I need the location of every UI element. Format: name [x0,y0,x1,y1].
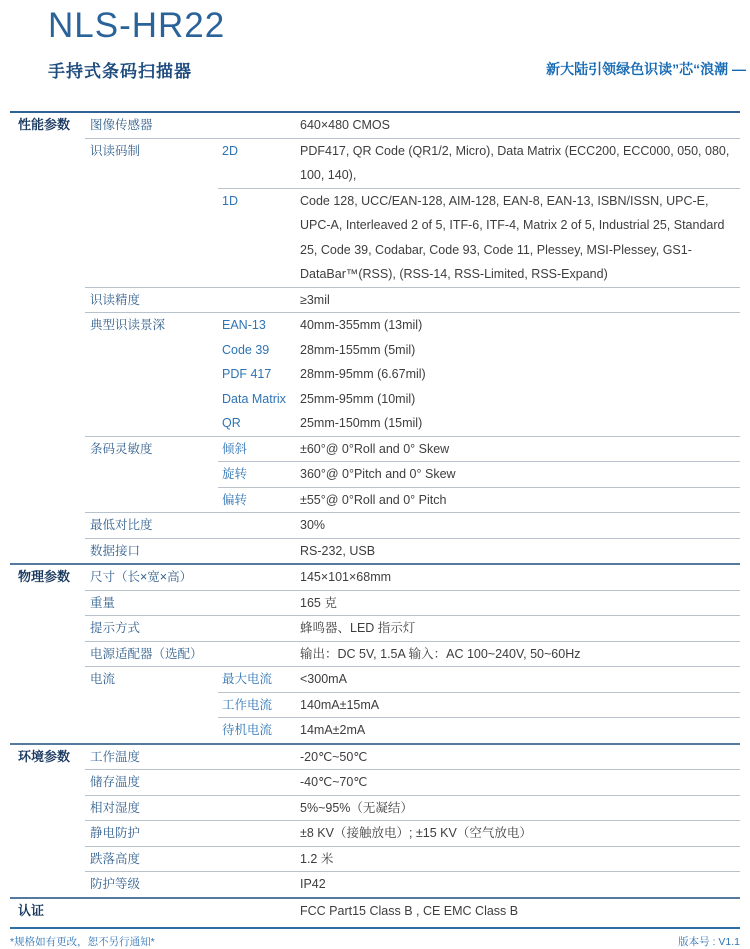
brand-tagline: 新大陆引领绿色识读”芯“浪潮 — [546,61,746,77]
section-name [10,312,85,436]
spec-sub-rows [218,313,740,436]
footer-disclaimer: *规格如有更改，恕不另行通知* [10,936,155,948]
spec-sub-row [218,821,740,846]
spec-value: 25mm-95mm (10mil) [300,391,416,406]
spec-sub-row [218,461,740,487]
spec-row-body [85,436,740,513]
spec-sub-label: 偏转 [222,492,248,507]
spec-row-body [85,590,740,616]
spec-sub-label: 2D [222,143,238,158]
spec-row [10,538,740,564]
spec-sub-rows [218,113,740,138]
spec-section [10,897,740,924]
spec-label: 数据接口 [90,543,141,558]
spec-sub-row [218,188,740,287]
spec-row [10,871,740,897]
spec-sub-row [218,513,740,538]
spec-sub-rows [218,770,740,795]
spec-value: 30% [300,518,326,532]
spec-sub-label [218,642,300,667]
spec-sub-row [218,745,740,770]
spec-value: PDF417, QR Code (QR1/2, Micro), Data Matrix (ECC200, ECC000, 050, 080, 100, 140), [300,143,730,182]
spec-row [10,590,740,616]
spec-sub-rows [218,745,740,770]
spec-sub-label: EAN-13 [222,318,266,332]
spec-sub-rows [218,437,740,513]
spec-row-body [85,666,740,743]
spec-value: 25mm-150mm (15mil) [300,416,423,430]
spec-label: 相对湿度 [90,800,141,815]
spec-section [10,113,740,563]
spec-row-body [85,312,740,436]
spec-value: 输出：DC 5V, 1.5A 输入：AC 100~240V, 50~60Hz [300,646,581,661]
spec-label: 重量 [90,595,116,610]
spec-sub-label [218,821,300,846]
spec-label: 提示方式 [90,621,141,635]
spec-value: ≥3mil [300,292,330,307]
spec-row [10,287,740,313]
spec-row-body [85,565,740,590]
spec-row [10,436,740,513]
spec-sub-rows [218,821,740,846]
spec-sub-row [218,387,740,412]
spec-label: 图像传感器 [90,118,153,132]
spec-row [10,846,740,872]
spec-label: 工作温度 [90,749,141,764]
spec-sub-row [218,616,740,641]
spec-sub-row [218,847,740,872]
spec-sub-rows [218,591,740,616]
spec-row-body [85,538,740,564]
spec-sub-row [218,642,740,667]
spec-value: 360°@ 0°Pitch and 0° Skew [300,467,456,481]
footer-version: 版本号 : V1.1 [678,936,740,948]
spec-sub-label [218,591,300,616]
spec-label: 静电防护 [90,826,141,840]
spec-value: 140mA±15mA [300,697,380,712]
spec-sub-label [218,565,300,590]
product-model-title: NLS-HR22 [48,6,226,45]
spec-sub-label: 倾斜 [222,441,248,456]
spec-value: <300mA [300,672,347,686]
spec-row-body [85,615,740,641]
spec-row [10,138,740,287]
spec-value: 5%~95%（无凝结） [300,800,413,815]
spec-value: 28mm-155mm (5mil) [300,342,416,357]
spec-value: 14mA±2mA [300,723,366,737]
spec-label: 电源适配器（选配） [90,646,203,661]
spec-sub-row [218,288,740,313]
spec-value: 145×101×68mm [300,570,392,584]
section-name [10,512,85,538]
section-name: 认证 [18,902,45,918]
spec-sub-row [218,692,740,718]
spec-value: 1.2 米 [300,851,334,866]
spec-sub-label [218,288,300,313]
section-name [10,820,85,846]
spec-sub-rows [218,667,740,743]
spec-row [10,641,740,667]
section-name [10,436,85,513]
spec-value: 165 克 [300,595,337,610]
section-name [10,641,85,667]
spec-value: ±60°@ 0°Roll and 0° Skew [300,441,450,456]
spec-label: 尺寸（长×宽×高） [90,570,193,584]
spec-sub-label: 待机电流 [222,723,273,737]
spec-row-body [85,138,740,287]
spec-row-body [85,512,740,538]
spec-sub-row [218,437,740,462]
spec-label: 识读码制 [90,143,141,158]
spec-section [10,563,740,743]
spec-row-body [85,287,740,313]
section-name [10,795,85,821]
spec-table [10,113,740,923]
section-name [10,538,85,564]
page-header [10,0,746,113]
section-name: 环境参数 [18,748,71,764]
spec-row [10,565,740,590]
spec-value: FCC Part15 Class B , CE EMC Class B [300,903,519,918]
spec-sub-row [218,362,740,387]
spec-label: 最低对比度 [90,518,153,532]
section-name [10,138,85,287]
spec-label [85,899,218,924]
spec-row [10,113,740,138]
spec-sub-label [218,113,300,138]
spec-section [10,743,740,897]
spec-sub-rows [218,288,740,313]
spec-value: -20℃~50℃ [300,749,368,764]
spec-sub-label: Code 39 [222,342,270,357]
spec-value: Code 128, UCC/EAN-128, AIM-128, EAN-8, EAN-13, ISBN/ISSN, UPC-E, UPC-A, Interleaved 2 of 5, ITF-6, ITF-4, Matrix 2 of 5, Industrial 25, Standard 25, Code 39, Codabar, Code 93, Code 11, Plessey, MSI-Plessey, GS1-DataBar™(RSS), (RSS-14, RSS-Limited, RSS-Expand) [300,193,725,281]
spec-label: 识读精度 [90,292,141,307]
spec-row [10,615,740,641]
spec-value: 蜂鸣器、LED 指示灯 [300,621,416,635]
spec-sub-label [218,899,300,924]
spec-row-body [85,899,740,924]
spec-value: IP42 [300,877,326,891]
spec-row-body [85,846,740,872]
spec-sub-label [218,745,300,770]
spec-row-body [85,113,740,138]
spec-sub-rows [218,872,740,897]
spec-sub-label: 1D [222,193,238,208]
spec-sub-row [218,539,740,564]
spec-row [10,666,740,743]
spec-row [10,820,740,846]
spec-label: 防护等级 [90,877,141,891]
spec-row [10,769,740,795]
section-name [10,769,85,795]
section-name [10,590,85,616]
section-name [10,287,85,313]
spec-row-body [85,769,740,795]
spec-sub-label [218,616,300,641]
spec-label: 条码灵敏度 [90,441,153,456]
spec-sub-label [218,539,300,564]
spec-value: 28mm-95mm (6.67mil) [300,367,426,381]
spec-sub-row [218,770,740,795]
spec-sub-label: 旋转 [222,467,248,481]
spec-sub-rows [218,539,740,564]
spec-sub-rows [218,565,740,590]
spec-sub-label [218,847,300,872]
page-footer [10,927,740,949]
spec-sub-label: PDF 417 [222,367,272,381]
spec-sub-row [218,667,740,692]
spec-sub-label [218,513,300,538]
spec-value: 640×480 CMOS [300,118,390,132]
spec-sub-label [218,796,300,821]
product-name-subtitle: 手持式条码扫描器 [48,62,192,81]
section-name: 物理参数 [18,569,71,584]
spec-sub-row [218,565,740,590]
spec-sub-row [218,591,740,616]
spec-row [10,795,740,821]
spec-value: ±8 KV（接触放电）; ±15 KV（空气放电） [300,826,532,840]
spec-sub-rows [218,796,740,821]
spec-sub-rows [218,513,740,538]
spec-sub-label: Data Matrix [222,391,286,406]
spec-sub-row [218,113,740,138]
spec-sub-label [218,872,300,897]
spec-sub-rows [218,899,740,924]
spec-sub-rows [218,616,740,641]
spec-label: 电流 [90,672,116,686]
spec-sub-row [218,872,740,897]
spec-sub-row [218,411,740,436]
spec-sub-row [218,899,740,924]
spec-sub-rows [218,139,740,287]
section-name [10,666,85,743]
spec-sub-row [218,313,740,338]
spec-row [10,312,740,436]
spec-sub-row [218,139,740,188]
spec-row [10,899,740,924]
spec-value: RS-232, USB [300,543,376,558]
spec-value: -40℃~70℃ [300,775,368,789]
spec-label: 跌落高度 [90,851,141,866]
section-name [10,846,85,872]
spec-sub-row [218,717,740,743]
spec-row-body [85,795,740,821]
spec-sub-label: 最大电流 [222,672,273,686]
section-name: 性能参数 [18,117,71,132]
section-name [10,871,85,897]
spec-row-body [85,820,740,846]
spec-sub-row [218,796,740,821]
spec-sub-rows [218,847,740,872]
spec-value: 40mm-355mm (13mil) [300,318,423,332]
spec-value: ±55°@ 0°Roll and 0° Pitch [300,492,447,507]
spec-row-body [85,871,740,897]
spec-sub-rows [218,642,740,667]
spec-row-body [85,641,740,667]
spec-label: 储存温度 [90,775,141,789]
spec-row [10,745,740,770]
spec-label: 典型识读景深 [90,318,166,332]
spec-row-body [85,745,740,770]
spec-sub-label [218,770,300,795]
spec-sub-label: QR [222,416,241,430]
section-name [10,615,85,641]
spec-sub-row [218,487,740,513]
spec-sub-label: 工作电流 [222,697,273,712]
spec-sub-row [218,338,740,363]
spec-row [10,512,740,538]
